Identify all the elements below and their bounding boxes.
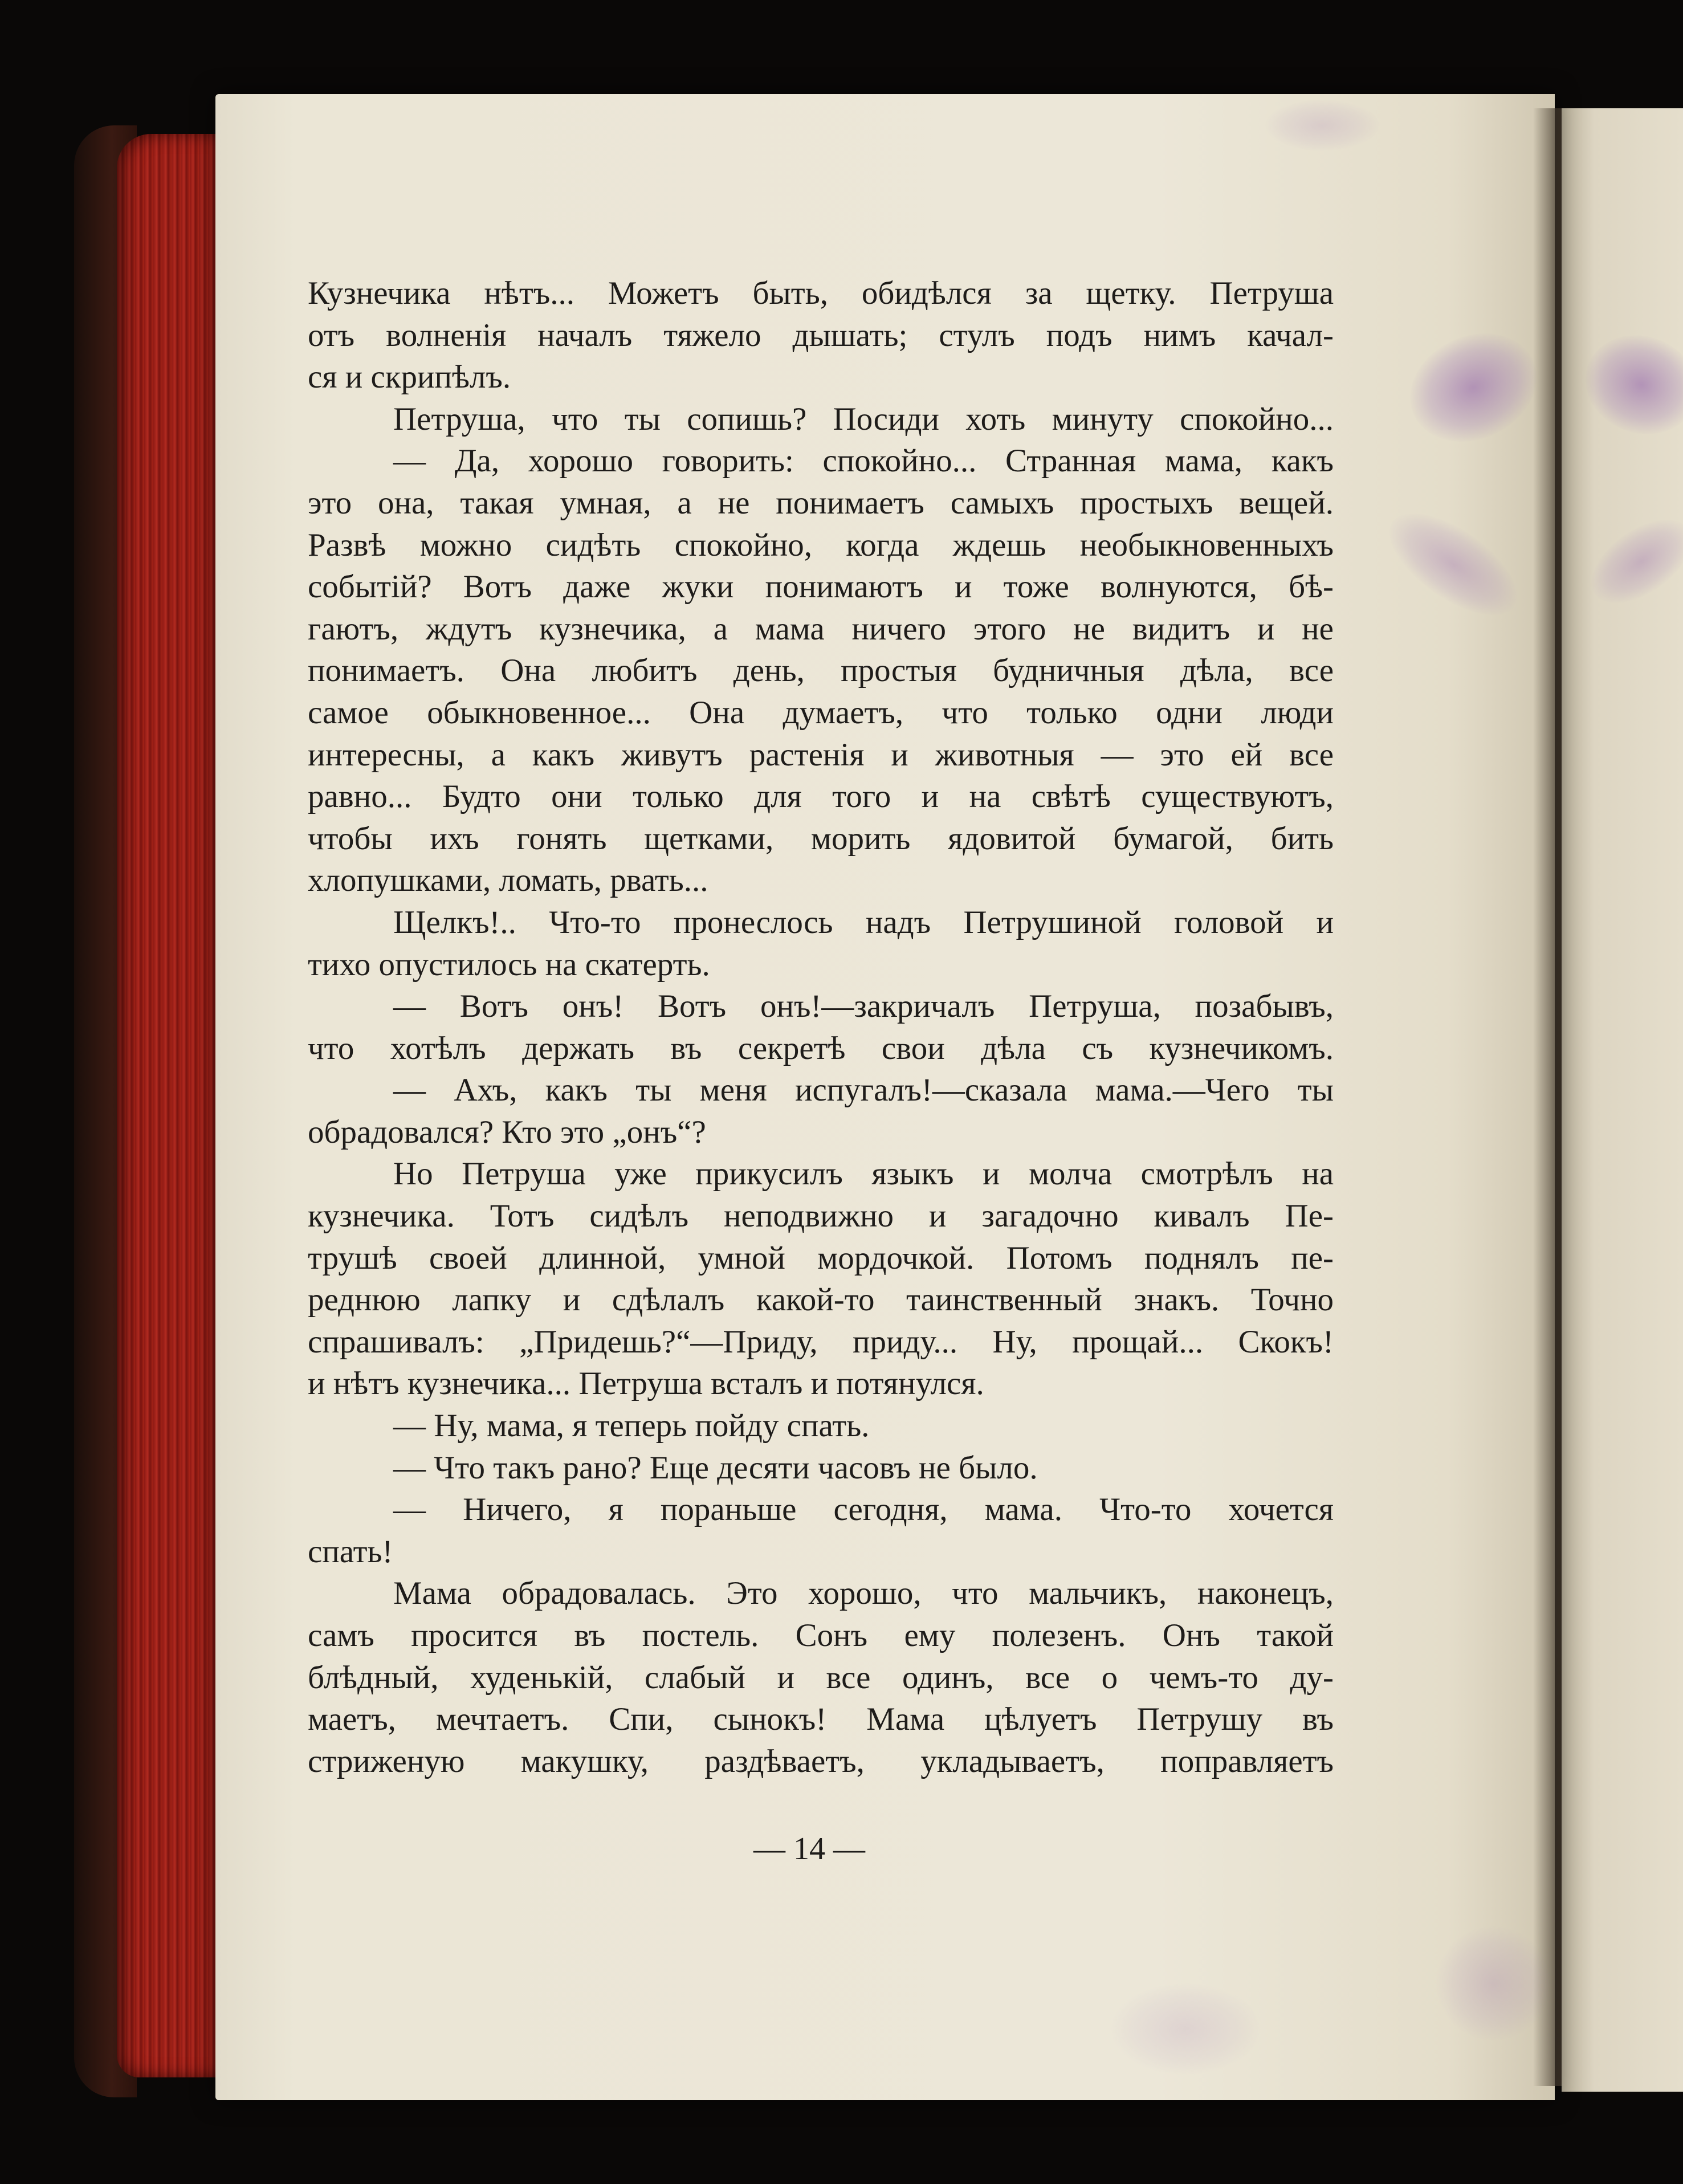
text-line: и нѣтъ кузнечика... Петруша всталъ и потянулся. — [308, 1366, 984, 1402]
page-text — [308, 272, 1334, 1782]
text-line: реднюю лапку и сдѣлалъ какой-то таинственный знакъ. Точно — [308, 1282, 1334, 1318]
text-line: что хотѣлъ держать въ секретѣ свои дѣла съ кузнечикомъ. — [308, 1030, 1334, 1066]
text-line: — Что такъ рано? Еще десяти часовъ не было. — [393, 1449, 1038, 1486]
text-line: отъ волненія началъ тяжело дышать; стулъ подъ нимъ качал- — [308, 317, 1334, 353]
text-line: самъ просится въ постель. Сонъ ему полезенъ. Онъ такой — [308, 1617, 1334, 1653]
book-gutter — [1533, 108, 1562, 2086]
text-line: — Ахъ, какъ ты меня испугалъ!—сказала мама.—Чего ты — [393, 1072, 1334, 1109]
text-line: — Ну, мама, я теперь пойду спать. — [393, 1408, 870, 1444]
text-line: — Да, хорошо говорить: спокойно... Странная мама, какъ — [393, 443, 1334, 479]
text-line: Щелкъ!.. Что-то пронеслось надъ Петрушиной головой и — [393, 904, 1334, 940]
text-line: блѣдный, худенькій, слабый и все одинъ, все о чемъ-то ду- — [308, 1659, 1334, 1696]
text-line: Развѣ можно сидѣть спокойно, когда ждешь необыкновенныхъ — [308, 527, 1334, 563]
text-line: интересны, а какъ живутъ растенія и животныя — это ей все — [308, 736, 1334, 773]
ink-stain — [1111, 1983, 1260, 2075]
text-line: тихо опустилось на скатерть. — [308, 946, 710, 983]
text-line: Кузнечика нѣтъ... Можетъ быть, обидѣлся за щетку. Петруша — [308, 275, 1334, 311]
text-line: событій? Вотъ даже жуки понимаютъ и тоже волнуются, бѣ- — [308, 569, 1334, 605]
text-line: это она, такая умная, а не понимаетъ самыхъ простыхъ вещей. — [308, 484, 1334, 521]
text-line: — Вотъ онъ! Вотъ онъ!—закричалъ Петруша, позабывъ, — [393, 988, 1334, 1025]
page-number: — 14 — — [753, 1831, 865, 1867]
text-line: — Ничего, я пораньше сегодня, мама. Что-то хочется — [393, 1492, 1334, 1528]
text-line: гаютъ, ждутъ кузнечика, а мама ничего этого не видитъ и не — [308, 610, 1334, 647]
text-line: чтобы ихъ гонять щетками, морить ядовитой бумагой, бить — [308, 820, 1334, 857]
text-line: спрашивалъ: „Придешь?“—Приду, приду... Ну, прощай... Скокъ! — [308, 1323, 1334, 1360]
text-line: обрадовался? Кто это „онъ“? — [308, 1114, 706, 1150]
ink-stain — [1265, 100, 1379, 151]
text-line: хлопушками, ломать, рвать... — [308, 862, 708, 899]
text-line: спать! — [308, 1533, 393, 1570]
text-line: равно... Будто они только для того и на свѣтѣ существуютъ, — [308, 779, 1334, 815]
text-line: стриженую макушку, раздѣваетъ, укладываетъ, поправляетъ — [308, 1743, 1334, 1779]
text-line: маетъ, мечтаетъ. Спи, сынокъ! Мама цѣлуетъ Петрушу въ — [308, 1701, 1334, 1738]
text-line: трушѣ своей длинной, умной мордочкой. Потомъ поднялъ пе- — [308, 1240, 1334, 1276]
red-page-edges — [117, 134, 225, 2077]
ink-stain — [1436, 1926, 1550, 2040]
text-line: Мама обрадовалась. Это хорошо, что мальчикъ, наконецъ, — [393, 1575, 1334, 1612]
text-line: ся и скрипѣлъ. — [308, 359, 511, 396]
text-line: Но Петруша уже прикусилъ языкъ и молча смотрѣлъ на — [393, 1156, 1334, 1192]
text-line: самое обыкновенное... Она думаетъ, что только одни люди — [308, 694, 1334, 731]
text-line: Петруша, что ты сопишь? Посиди хоть минуту спокойно... — [393, 401, 1334, 437]
text-line: понимаетъ. Она любитъ день, простыя будничныя дѣла, все — [308, 653, 1334, 689]
text-line: кузнечика. Тотъ сидѣлъ неподвижно и загадочно кивалъ Пе- — [308, 1198, 1334, 1234]
